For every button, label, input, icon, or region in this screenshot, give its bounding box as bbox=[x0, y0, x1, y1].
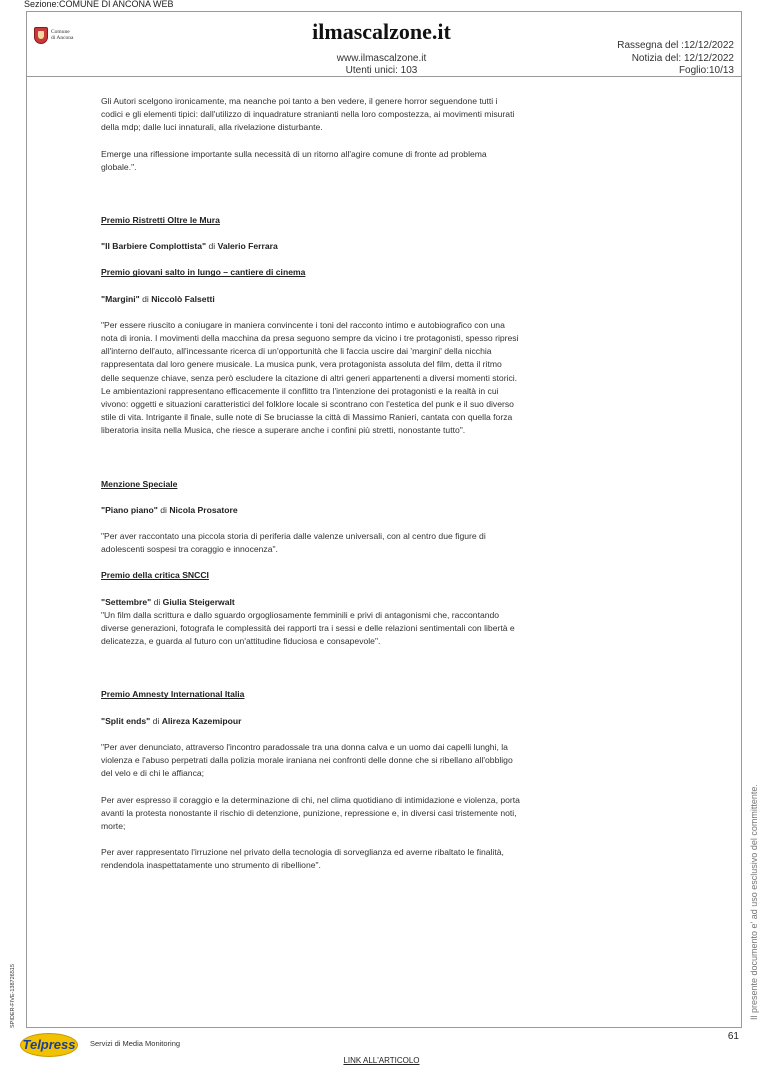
award-motivation: "Un film dalla scrittura e dallo sguardo orgogliosamente femminili e privi di antagonismi che, raccontando diverse generazioni, fotografa le complessità dei rapporti tra i sessi e delle relazioni sentimentali con libertà e delicatezza, e guarda al futuro con un'attitudine fiduciosa e consapevole". bbox=[101, 609, 515, 647]
award-heading: Premio giovani salto in lungo – cantiere di cinema bbox=[101, 267, 306, 278]
award-heading: Premio Amnesty International Italia bbox=[101, 689, 245, 700]
site-title: ilmascalzone.it bbox=[312, 19, 451, 44]
film-title: "Piano piano" bbox=[101, 504, 158, 515]
film-director: Nicola Prosatore bbox=[169, 504, 238, 515]
film-director: Giulia Steigerwalt bbox=[162, 596, 235, 607]
film-di: di bbox=[139, 293, 152, 304]
award-film bbox=[101, 504, 521, 517]
telpress-logo-text: Telpress bbox=[22, 1037, 76, 1052]
intro-paragraph-2: Emerge una riflessione importante sulla necessità di un ritorno all'agire comune di fronte ad problema globale.". bbox=[101, 148, 487, 172]
award-motivation: Per aver rappresentato l'irruzione nel privato della tecnologia di sorveglianza ed averne ribaltato le finalità, rendendola inaspettatamente uno strumento di ribellione". bbox=[101, 847, 504, 871]
usage-notice: Il presente documento e' ad uso esclusivo del committente. bbox=[749, 784, 759, 1020]
film-director: Alireza Kazemipour bbox=[161, 715, 242, 726]
document-id: SPIDER-FIVE-138726515 bbox=[10, 964, 16, 1028]
award-motivation: "Per essere riuscito a coniugare in maniera convincente i toni del racconto intimo e autobiografico con una nota di ironia. I movimenti della macchina da presa seguono sempre da vicino i tre protagonisti, spesso ripresi all'interno dell'auto, all'incessante ricerca di un'opportunità che li faccia uscire dai 'margini' della nicchia rappresentata dal loro genere musicale. La musica punk, vera protagonista assoluta del film, detta il ritmo delle sequenze chiave, senza però escludere la citazione di altri generi appartenenti a diversi momenti storici. Le ambientazioni rappresentano efficacemente il conflitto tra l'intenzione dei protagonisti e la realtà in cui vivono: oggetti e situazioni caratteristici del folklore locale si scontrano con l'estetica del punk e il suo diverso stile di vita. Intrigante il finale, sulle note di Se bruciasse la città di Massimo Ranieri, cantata con quella forza liberatoria insita nella Musica, che riesce a superare anche i confini più stretti, nonostante tutto". bbox=[101, 319, 519, 436]
film-director: Valerio Ferrara bbox=[217, 241, 278, 252]
film-title: "Il Barbiere Complottista" bbox=[101, 241, 207, 252]
logo-text-line-1: Comune bbox=[51, 29, 70, 35]
foglio-number: Foglio:10/13 bbox=[678, 65, 734, 76]
article-body bbox=[101, 95, 521, 873]
award-motivation: "Per aver denunciato, attraverso l'incontro paradossale tra una donna calva e un uomo dai capelli lunghi, la violenza e l'abuso perpetrati dalla polizia morale iraniana nei confronti delle donne che si ribellano all'obbligo del velo e di chi le affianca; bbox=[101, 741, 513, 779]
site-url: www.ilmascalzone.it bbox=[336, 53, 427, 64]
notizia-date: Notizia del: 12/12/2022 bbox=[631, 53, 734, 64]
award-film bbox=[101, 293, 521, 306]
award-film bbox=[101, 715, 521, 728]
film-title: "Split ends" bbox=[101, 715, 151, 726]
section-label: Sezione:COMUNE DI ANCONA WEB bbox=[24, 0, 174, 9]
award-film bbox=[101, 240, 521, 253]
intro-paragraph-1: Gli Autori scelgono ironicamente, ma neanche poi tanto a ben vedere, il genere horror seguendone tutti i codici e gli elementi tipici: dall'utilizzo di inquadrature stranianti nella loro compostezza, ai movimenti misurati della mdp; dalle luci innaturali, alla rivelazione disturbante. bbox=[101, 96, 515, 133]
film-director: Niccolò Falsetti bbox=[151, 293, 215, 304]
film-di: di bbox=[157, 504, 170, 515]
award-heading: Menzione Speciale bbox=[101, 478, 178, 489]
award-heading: Premio Ristretti Oltre le Mura bbox=[101, 215, 220, 226]
film-title: "Settembre" bbox=[101, 596, 152, 607]
site-users: Utenti unici: 103 bbox=[345, 65, 418, 76]
header-divider bbox=[26, 76, 742, 77]
film-di: di bbox=[151, 596, 163, 607]
award-motivation: Per aver espresso il coraggio e la determinazione di chi, nel clima quotidiano di intimidazione e violenza, porta avanti la protesta nonostante il rischio di detenzione, punizione, repressione e, in diversi casi tristemente noti, morte; bbox=[101, 794, 520, 831]
film-title: "Margini" bbox=[101, 293, 140, 304]
film-di: di bbox=[150, 715, 162, 726]
logo-text-line-2: di Ancona bbox=[51, 35, 74, 41]
services-label: Servizi di Media Monitoring bbox=[90, 1039, 181, 1048]
article-link[interactable]: LINK ALL'ARTICOLO bbox=[343, 1056, 420, 1065]
award-heading: Premio della critica SNCCI bbox=[101, 570, 209, 581]
rassegna-date: Rassegna del :12/12/2022 bbox=[617, 40, 734, 51]
award-motivation: "Per aver raccontato una piccola storia di periferia dalle valenze universali, con al centro due figure di adolescenti sospesi tra coraggio e innocenza". bbox=[101, 531, 486, 555]
award-film bbox=[101, 596, 521, 609]
film-di: di bbox=[206, 241, 218, 252]
page-number: 61 bbox=[727, 1031, 739, 1042]
telpress-logo bbox=[20, 1033, 78, 1057]
